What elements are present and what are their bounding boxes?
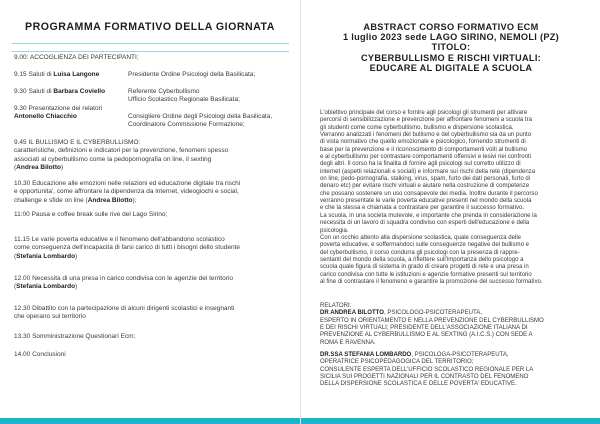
abstract-body: L'obiettivo principale del corso e fornire agli psicologi gli strumenti per attivare percorsi di sensibilizzazione e prevenzione per affrontare fenomeni a scuola tra gli studenti come come cyberbullismo, bullismo e dispersione scolastica. Verranno analizzati i fenomeni del bullismo e del cyberbullismo sia da un punto di vista normativo che quello emozionale e psicologico, fornendo strumenti di base per la prevenzione e il riconoscimento di comportamenti volti al bullismo e al cyberbullismo per contrastare comportamenti offensivi e lesivi nei confronti degli altri. Il corso ha la finalita di fornire agli psicologi sul corretto utilizzo di internet (aspetti relazionali e sociali) e informare sui rischi della rete (dipendenza on line, pedo-pornografia, stalking, virus, spam, furto dei dati personali, furto di denaro etc) per evitare rischi virtuali e aiutare nella costruzione di competenze che possano sostenere un uso consapevole dei media. Inoltre durante il percorso verranno presentate le varie poverta educative presenti nel mondo della scuola e che la stessa e chiamata a contrastare per garantire il successo formativo. La scuola, in una societa mutevole, e importante che prenda in considerazione la necessita di un lavoro di squadra condiviso con esperti dell'educazione e della psicologia. Con un occhio attento alla dispersione scolastica, quale conseguenza delle poverta educative, e soffermandoci sulle conseguenze negative del bullismo e del cyberbullismo, il corso condurra gli psicologi con la presenza di rappre- sentanti del mondo della scuola, a riflettere sull'importanza dello psicologo a scuola quale figura di sistema in grado di creare progetti di rete e una presa in carico condivisa con tutte le istituzioni e agenzie formative presenti sul territorio al fine di contrastare il fenomeno e garantire la promozione del successo formativo. [320, 110, 543, 285]
program-item: 11.15 Le varie poverta educative e il fenomeno dell'abbandono scolastico come conseguenza dell'incapacita di farsi carico di tutti i bisogni dello studente (Stefania Lombardo) [14, 236, 240, 260]
program-item: 12.00 Necessita di una presa in carico condivisa con le agenzie del territorio (Stefania Lombardo) [14, 275, 233, 291]
program-item: 11:00 Pausa e coffee break sulle rive del Lago Sirino; [14, 211, 168, 218]
program-title: PROGRAMMA FORMATIVO DELLA GIORNATA [25, 21, 275, 33]
left-accent-band [0, 418, 300, 424]
program-item-role: Consigliere Ordine degli Psicologi della Basilicata, Coordinatore Commissione Formazione; [128, 113, 273, 129]
title-top-divider [12, 43, 289, 44]
program-item: 9.15 Saluti di Luisa Langone [14, 71, 100, 78]
speaker-name: DR.SSA STEFANIA LOMBARDO [320, 352, 412, 359]
right-accent-band [301, 418, 600, 424]
speakers-section: RELATORI: DR ANDREA BILOTTO, PSICOLOGO-PSICOTERAPEUTA, ESPERTO IN ORIENTAMENTO E NELLA PREVENZIONE DEL CYBERBULLISMO E DEI RISCHI VIRTUALI; PRESIDENTE DELL'ASSOCIAZIONE ITALIANA DI PREVENZIONE AL CYBERBULLISMO E AL SEXTING (A.I.C.S.) CON SEDE A ROMA E RAVENNA. DR.SSA STEFANIA LOMBARDO, PSICOLOGA-PSICOTERAPEUTA, OPERATRICE PSICOPEDAGOGICA DEL TERRITORIO; CONSULENTE ESPERTA DELL'UFFICIO SCOLASTICO REGIONALE PER LA SICILIA SUI PROGETTI NAZIONALI PER IL CONTRASTO DEL FENOMENO DELLA DISPERSIONE SCOLASTICA E DELLE POVERTA' EDUCATIVE. [320, 303, 586, 389]
program-item: 9.30 Presentazione dei relatori Antonello Chiacchio [14, 105, 103, 121]
abstract-header: ABSTRACT CORSO FORMATIVO ECM 1 luglio 2023 sede LAGO SIRINO, NEMOLI (PZ) TITOLO: CYBERBULLISMO E RISCHI VIRTUALI: EDUCARE AL DIGITALE A SCUOLA [342, 22, 560, 73]
program-item: 12.30 Dibattito con la partecipazione di alcuni dirigenti scolastici e insegnanti che operano sul territorio [14, 305, 235, 321]
program-item: 9.45 IL BULLISMO E IL CYBERBULLISMO: caratteristiche, definizioni e indicatori per la prevenzione, fenomeni spesso associati al cyberbullismo come la pedopornografia on line, il sexting (Andrea Bilotto) [14, 139, 229, 171]
speaker-name: DR ANDREA BILOTTO [320, 310, 384, 317]
program-item: 10.30 Educazione alle emozioni nelle relazioni ed educazione digitale tra rischi e opportunita', come affrontare la dipendenza da internet, videogiochi e social, challenge e sfide on line (Andrea Bilotto); [14, 180, 241, 204]
title-bottom-divider [12, 51, 289, 52]
program-item: 13.30 Somministrazione Questionari Ecm; [14, 333, 136, 340]
speakers-label: RELATORI: [320, 303, 352, 309]
program-item-role: Referente Cyberbullismo Ufficio Scolastico Regionale Basilicata; [128, 88, 240, 104]
program-item-role: Presidente Ordine Psicologi della Basilicata; [128, 71, 256, 78]
right-page [300, 0, 600, 424]
program-item: 14.00 Conclusioni [14, 351, 66, 358]
program-item: 9.30 Saluti di Barbara Coviello [14, 88, 106, 95]
program-item: 9.00: ACCOGLIENZA DEI PARTECIPANTI; [14, 54, 139, 61]
